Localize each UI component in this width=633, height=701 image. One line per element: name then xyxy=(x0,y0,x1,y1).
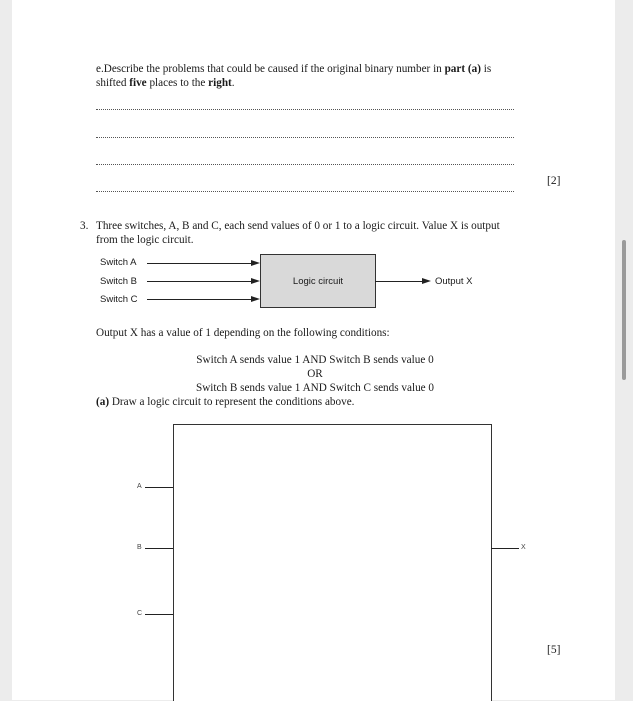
part-e-line-2 xyxy=(96,76,536,90)
part-a-label: (a) xyxy=(96,396,110,408)
part-a-question xyxy=(96,395,354,409)
logic-circuit-box xyxy=(260,254,376,308)
conditions-block xyxy=(160,353,470,395)
answer-line-4[interactable] xyxy=(96,191,514,192)
part-e-bold-five: five xyxy=(129,77,147,89)
part-e-bold-part-a: part (a) xyxy=(444,63,481,75)
switch-b-label: Switch B xyxy=(100,276,137,287)
switch-b-wire xyxy=(147,281,251,282)
switch-a-arrow-icon xyxy=(251,260,260,266)
q3-stem-line-2: from the logic circuit. xyxy=(96,234,194,246)
output-arrow-icon xyxy=(422,278,431,284)
input-c-wire xyxy=(145,614,173,615)
part-e-line-1 xyxy=(96,62,536,76)
switch-c-wire xyxy=(147,299,251,300)
part-e-bold-right: right xyxy=(208,77,232,89)
condition-2: Switch B sends value 1 AND Switch C sends value 0 xyxy=(195,382,435,394)
part-e-text-c: shifted xyxy=(96,77,130,89)
input-a-wire xyxy=(145,487,173,488)
condition-or: OR xyxy=(307,368,323,380)
switch-a-wire xyxy=(147,263,251,264)
q3-number: 3. xyxy=(80,220,89,232)
part-e-marks: [2] xyxy=(547,175,561,187)
switch-c-arrow-icon xyxy=(251,296,260,302)
q3a-marks: [5] xyxy=(547,644,561,656)
output-x-answer-label: X xyxy=(521,544,526,551)
part-e-text-e: . xyxy=(231,77,235,89)
output-x-label: Output X xyxy=(435,276,473,287)
logic-drawing-area[interactable] xyxy=(173,424,492,701)
switch-c-label: Switch C xyxy=(100,294,138,305)
input-c-label: C xyxy=(137,610,143,617)
conditions-intro: Output X has a value of 1 depending on the following conditions: xyxy=(96,327,390,339)
logic-circuit-label: Logic circuit xyxy=(292,275,344,287)
part-e-text-b: is xyxy=(480,63,492,75)
switch-a-label: Switch A xyxy=(100,257,137,268)
output-wire xyxy=(375,281,423,282)
part-e-question xyxy=(96,62,536,90)
vertical-scrollbar[interactable] xyxy=(622,240,626,380)
condition-1: Switch A sends value 1 AND Switch B sends value 0 xyxy=(196,354,434,366)
q3-stem-line-1: Three switches, A, B and C, each send values of 0 or 1 to a logic circuit. Value X is output xyxy=(96,220,500,232)
part-a-text: Draw a logic circuit to represent the conditions above. xyxy=(109,396,355,408)
part-e-text-a: e.Describe the problems that could be caused if the original binary number in xyxy=(96,63,445,75)
q3-stem xyxy=(96,219,536,247)
answer-line-1[interactable] xyxy=(96,109,514,110)
input-a-label: A xyxy=(137,483,142,490)
part-e-text-d: places to the xyxy=(146,77,209,89)
input-b-wire xyxy=(145,548,173,549)
input-b-label: B xyxy=(137,544,142,551)
answer-line-2[interactable] xyxy=(96,137,514,138)
answer-line-3[interactable] xyxy=(96,164,514,165)
switch-b-arrow-icon xyxy=(251,278,260,284)
output-x-wire xyxy=(491,548,519,549)
